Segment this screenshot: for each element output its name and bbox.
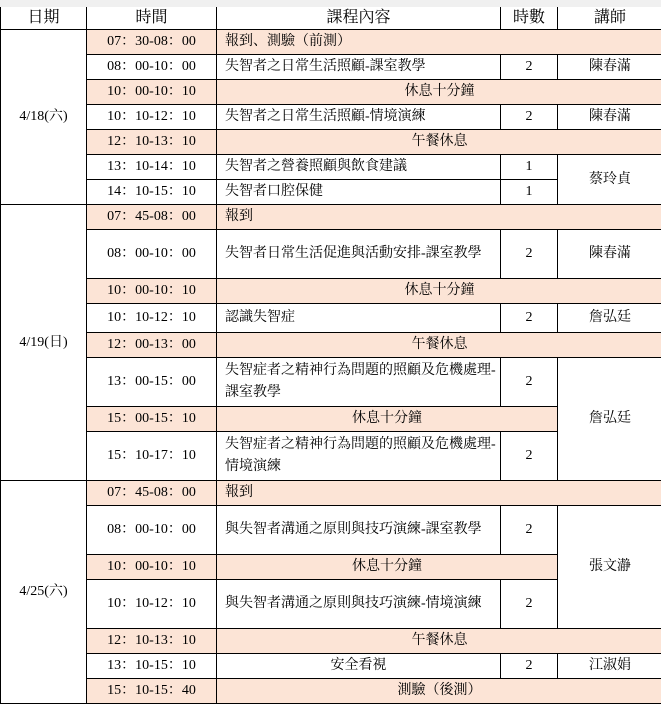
content-cell: 午餐休息: [217, 130, 661, 155]
content-cell: 認識失智症: [217, 304, 501, 333]
time-cell: 13：00-15：00: [87, 358, 217, 407]
content-cell: 休息十分鐘: [217, 555, 558, 580]
time-cell: 10：10-12：10: [87, 105, 217, 130]
content-cell: 失智者日常生活促進與活動安排-課室教學: [217, 230, 501, 279]
teacher-cell: 張文瀞: [558, 506, 661, 629]
content-cell: 失智者之營養照顧與飲食建議: [217, 155, 501, 180]
hours-cell: 1: [501, 180, 558, 205]
table-row: [1, 230, 661, 279]
header-time: 時間: [87, 7, 217, 30]
date-cell: 4/25(六): [1, 481, 87, 704]
time-cell: 08：00-10：00: [87, 230, 217, 279]
time-cell: 10：10-12：10: [87, 304, 217, 333]
time-cell: 07：45-08：00: [87, 205, 217, 230]
time-cell: 10：10-12：10: [87, 580, 217, 629]
content-cell: 休息十分鐘: [217, 80, 661, 105]
content-cell: 與失智者溝通之原則與技巧演練-課室教學: [217, 506, 501, 555]
date-cell: 4/18(六): [1, 30, 87, 205]
table-row: [1, 333, 661, 358]
table-row: [1, 80, 661, 105]
content-cell: 午餐休息: [217, 333, 661, 358]
table-row: [1, 155, 661, 180]
table-row: [1, 679, 661, 704]
teacher-cell: 詹弘廷: [558, 304, 661, 333]
table-row: [1, 304, 661, 333]
content-cell: 午餐休息: [217, 629, 661, 654]
content-cell: 安全看視: [217, 654, 501, 679]
time-cell: 10：00-10：10: [87, 279, 217, 304]
hours-cell: 2: [501, 230, 558, 279]
time-cell: 14：10-15：10: [87, 180, 217, 205]
time-cell: 12：10-13：10: [87, 629, 217, 654]
header-hours: 時數: [501, 7, 558, 30]
time-cell: 15：10-15：40: [87, 679, 217, 704]
teacher-cell: 陳春滿: [558, 105, 661, 130]
hours-cell: 2: [501, 432, 558, 481]
content-cell: 失智者口腔保健: [217, 180, 501, 205]
hours-cell: 2: [501, 55, 558, 80]
time-cell: 07：30-08：00: [87, 30, 217, 55]
teacher-cell: 陳春滿: [558, 230, 661, 279]
hours-cell: 2: [501, 654, 558, 679]
hours-cell: 2: [501, 580, 558, 629]
time-cell: 08：00-10：00: [87, 506, 217, 555]
hours-cell: 1: [501, 155, 558, 180]
time-cell: 12：10-13：10: [87, 130, 217, 155]
time-cell: 13：10-14：10: [87, 155, 217, 180]
hours-cell: 2: [501, 358, 558, 407]
time-cell: 07：45-08：00: [87, 481, 217, 506]
content-cell: 休息十分鐘: [217, 407, 558, 432]
table-row: [1, 55, 661, 80]
teacher-cell: 江淑娟: [558, 654, 661, 679]
table-row: [1, 205, 661, 230]
content-cell: 與失智者溝通之原則與技巧演練-情境演練: [217, 580, 501, 629]
table-row: [1, 130, 661, 155]
table-row: [1, 358, 661, 407]
table-row: [1, 105, 661, 130]
header-content: 課程內容: [217, 7, 501, 30]
table-row: [1, 481, 661, 506]
teacher-cell: 詹弘廷: [558, 358, 661, 481]
table-row: [1, 30, 661, 55]
table-row: [1, 279, 661, 304]
time-cell: 10：00-10：10: [87, 80, 217, 105]
content-cell: 失智者之日常生活照顧-情境演練: [217, 105, 501, 130]
header-row: [1, 7, 661, 30]
time-cell: 15：00-15：10: [87, 407, 217, 432]
teacher-cell: 陳春滿: [558, 55, 661, 80]
table-row: [1, 654, 661, 679]
content-cell: 報到、測驗（前測）: [217, 30, 661, 55]
table-row: [1, 629, 661, 654]
content-cell: 測驗（後測）: [217, 679, 661, 704]
time-cell: 13：10-15：10: [87, 654, 217, 679]
hours-cell: 2: [501, 506, 558, 555]
date-cell: 4/19(日): [1, 205, 87, 481]
content-cell: 失智症者之精神行為問題的照顧及危機處理-課室教學: [217, 358, 501, 407]
header-date: 日期: [1, 7, 87, 30]
header-teacher: 講師: [558, 7, 661, 30]
schedule-table: [0, 7, 661, 704]
hours-cell: 2: [501, 105, 558, 130]
content-cell: 休息十分鐘: [217, 279, 661, 304]
time-cell: 08：00-10：00: [87, 55, 217, 80]
teacher-cell: 蔡玲貞: [558, 155, 661, 205]
time-cell: 10：00-10：10: [87, 555, 217, 580]
table-row: [1, 506, 661, 555]
time-cell: 12：00-13：00: [87, 333, 217, 358]
content-cell: 報到: [217, 205, 661, 230]
top-bar: [0, 0, 661, 7]
hours-cell: 2: [501, 304, 558, 333]
content-cell: 失智者之日常生活照顧-課室教學: [217, 55, 501, 80]
content-cell: 報到: [217, 481, 661, 506]
content-cell: 失智症者之精神行為問題的照顧及危機處理-情境演練: [217, 432, 501, 481]
time-cell: 15：10-17：10: [87, 432, 217, 481]
